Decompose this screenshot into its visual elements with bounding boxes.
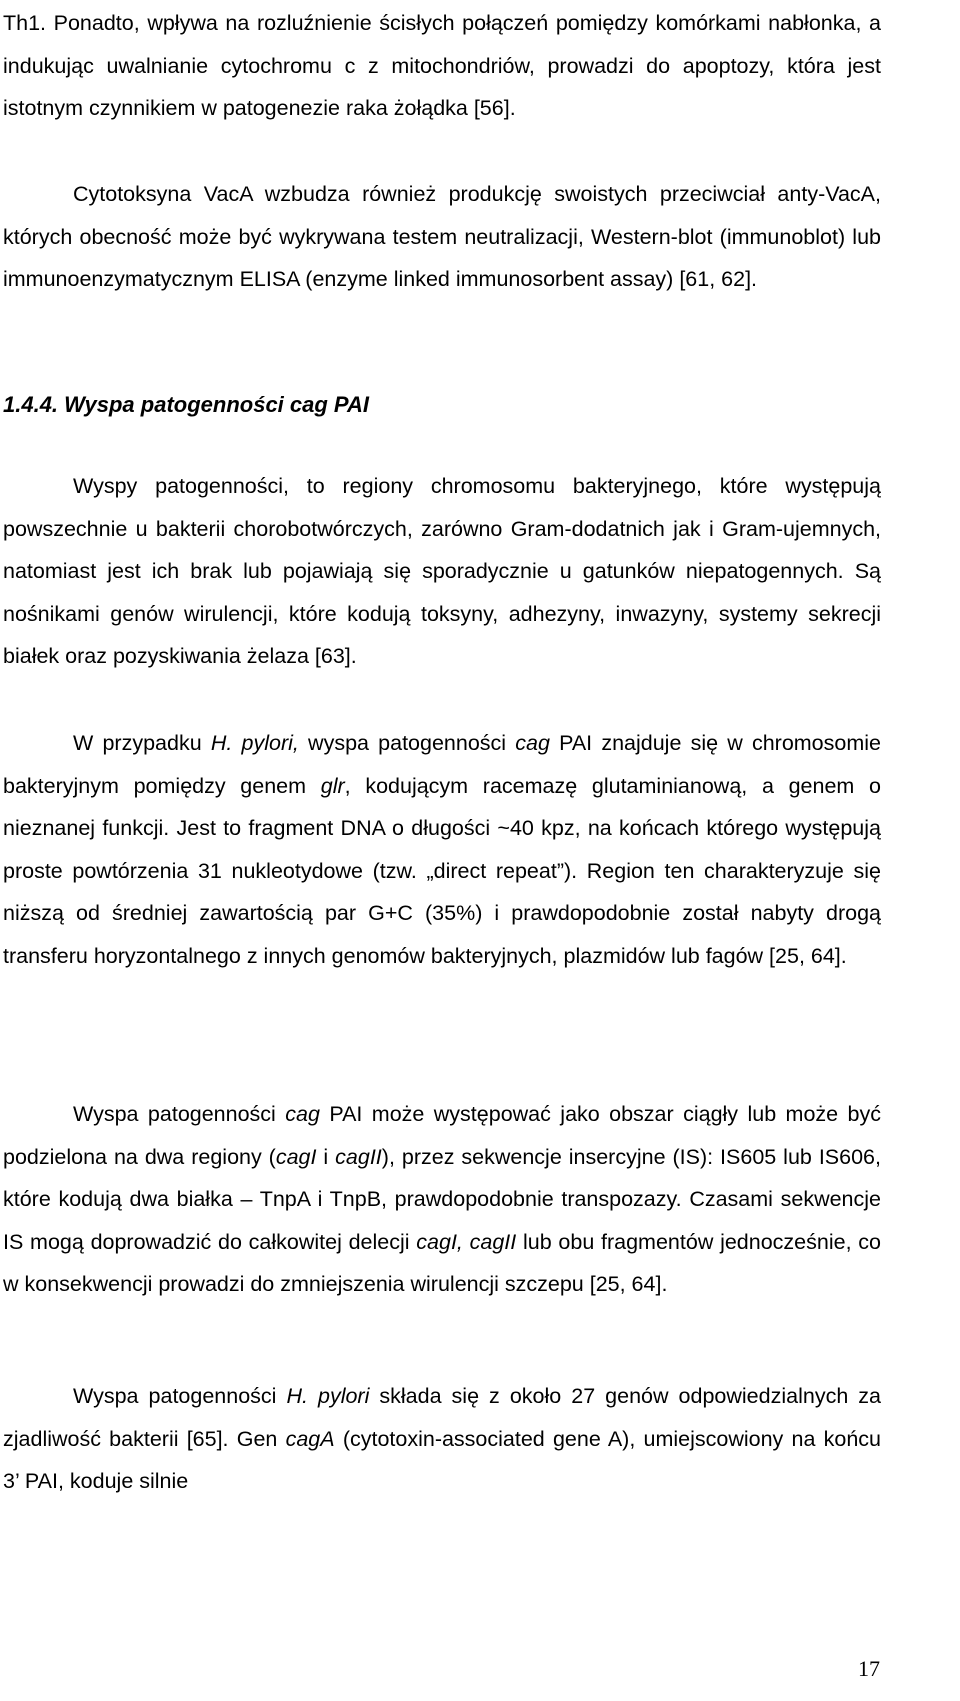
paragraph-1: Th1. Ponadto, wpływa na rozluźnienie ścisłych połączeń pomiędzy komórkami nabłonka, a indukując uwalnianie cytochromu c z mitochondriów, prowadzi do apoptozy, która jest istotnym czynnikiem w patogenezie raka żołądka [56]. bbox=[3, 11, 881, 121]
paragraph-4: W przypadku H. pylori, wyspa patogenności cag PAI znajduje się w chromosomie bakteryjnym pomiędzy genem glr, kodującym racemazę glutaminianową, a genem o nieznanej funkcji. Jest to fragment DNA o długości ~40 kpz, na końcach którego występują proste powtórzenia 31 nukleotydowe (tzw. „direct repeat”). Region ten charakteryzuje się niższą od średniej zawartością par G+C (35%) i prawdopodobnie został nabyty drogą transferu horyzontalnego z innych genomów bakteryjnych, plazmidów lub fagów [25, 64]. bbox=[3, 731, 881, 968]
page-number: 17 bbox=[858, 1656, 880, 1681]
paragraph-3: Wyspy patogenności, to regiony chromosomu bakteryjnego, które występują powszechnie u bakterii chorobotwórczych, zarówno Gram-dodatnich jak i Gram-ujemnych, natomiast jest ich brak lub pojawiają się sporadycznie u gatunków niepatogennych. Są nośnikami genów wirulencji, które kodują toksyny, adhezyny, inwazyny, systemy sekrecji białek oraz pozyskiwania żelaza [63]. bbox=[3, 474, 881, 669]
paragraph-6: Wyspa patogenności H. pylori składa się z około 27 genów odpowiedzialnych za zjadliwość bakterii [65]. Gen cagA (cytotoxin-associated gene A), umiejscowiony na końcu 3’ PAI, koduje silnie bbox=[3, 1384, 882, 1494]
paragraph-2: Cytotoksyna VacA wzbudza również produkcję swoistych przeciwciał anty-VacA, których obecność może być wykrywana testem neutralizacji, Western-blot (immunoblot) lub immunoenzymatycznym ELISA (enzyme linked immunosorbent assay) [61, 62]. bbox=[3, 182, 881, 292]
section-heading: 1.4.4. Wyspa patogenności cag PAI bbox=[3, 392, 369, 417]
paragraph-5: Wyspa patogenności cag PAI może występować jako obszar ciągły lub może być podzielona na dwa regiony (cagI i cagII), przez sekwencje insercyjne (IS): IS605 lub IS606, które kodują dwa białka – TnpA i TnpB, prawdopodobnie transpozazy. Czasami sekwencje IS mogą doprowadzić do całkowitej delecji cagI, cagII lub obu fragmentów jednocześnie, co w konsekwencji prowadzi do zmniejszenia wirulencji szczepu [25, 64]. bbox=[3, 1102, 881, 1297]
